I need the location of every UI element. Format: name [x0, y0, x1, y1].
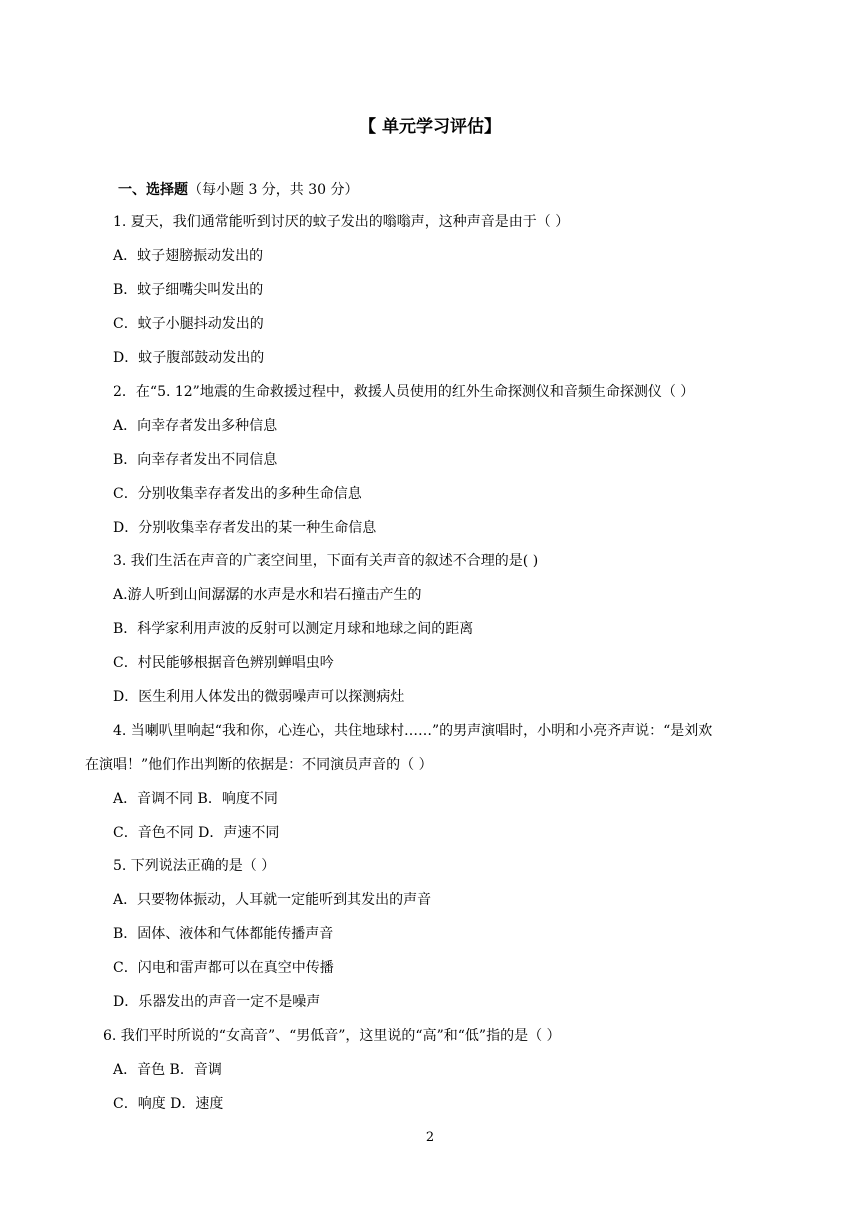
page-number: 2	[425, 1130, 435, 1145]
question-6-options-ab: A．音色 B．音调	[113, 1062, 222, 1078]
question-3-option-d: D．医生利用人体发出的微弱噪声可以探测病灶	[113, 689, 405, 705]
question-5-option-d: D．乐器发出的声音一定不是噪声	[113, 994, 321, 1010]
question-3-option-b: B．科学家利用声波的反射可以测定月球和地球之间的距离	[113, 621, 474, 637]
question-2-option-d: D．分别收集幸存者发出的某一种生命信息	[113, 520, 377, 536]
question-4-stem: 4. 当喇叭里响起“我和你，心连心，共住地球村……”的男声演唱时，小明和小亮齐声说：“是刘欢	[113, 723, 713, 739]
section-note: （每小题 3 分，共 30 分）	[188, 182, 359, 198]
question-5-option-a: A．只要物体振动，人耳就一定能听到其发出的声音	[113, 892, 432, 908]
question-4-options-ab: A．音调不同 B．响度不同	[113, 791, 278, 807]
question-2-option-b: B．向幸存者发出不同信息	[113, 452, 278, 468]
question-6-options-cd: C．响度 D．速度	[113, 1096, 224, 1112]
question-5-option-b: B．固体、液体和气体都能传播声音	[113, 926, 334, 942]
question-1-option-c: C．蚊子小腿抖动发出的	[113, 316, 264, 332]
section-header	[118, 180, 359, 200]
question-1-option-a: A．蚊子翅膀振动发出的	[113, 248, 264, 264]
question-1-option-d: D．蚊子腹部鼓动发出的	[113, 350, 265, 366]
question-4-options-cd: C．音色不同 D．声速不同	[113, 825, 280, 841]
question-2-stem: 2．在“5. 12”地震的生命救援过程中，救援人员使用的红外生命探测仪和音频生命探测仪（ ）	[113, 384, 695, 400]
section-heading: 一、选择题	[118, 182, 188, 198]
question-3-option-a: A.游人听到山间潺潺的水声是水和岩石撞击产生的	[113, 587, 422, 603]
question-3-option-c: C．村民能够根据音色辨别蝉唱虫吟	[113, 655, 334, 671]
question-1-option-b: B．蚊子细嘴尖叫发出的	[113, 282, 264, 298]
question-5-stem: 5. 下列说法正确的是（ ）	[113, 858, 276, 874]
page-title: 【 单元学习评估】	[359, 117, 501, 137]
question-6-stem: 6. 我们平时所说的“女高音”、“男低音”，这里说的“高”和“低”指的是（ ）	[103, 1028, 561, 1044]
question-2-option-a: A．向幸存者发出多种信息	[113, 418, 278, 434]
question-2-option-c: C．分别收集幸存者发出的多种生命信息	[113, 486, 362, 502]
question-3-stem: 3. 我们生活在声音的广袤空间里，下面有关声音的叙述不合理的是( )	[113, 553, 539, 569]
question-1-stem: 1. 夏天，我们通常能听到讨厌的蚊子发出的嗡嗡声，这种声音是由于（ ）	[113, 214, 570, 230]
question-4-stem-continued: 在演唱！”他们作出判断的依据是：不同演员声音的（ ）	[85, 757, 433, 773]
question-5-option-c: C．闪电和雷声都可以在真空中传播	[113, 960, 334, 976]
